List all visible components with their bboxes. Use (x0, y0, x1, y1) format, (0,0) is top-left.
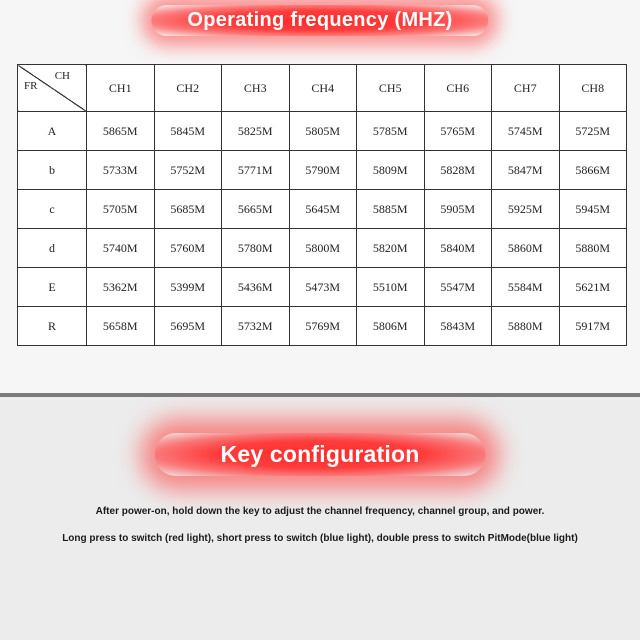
band-label: d (18, 229, 87, 268)
band-label: R (18, 307, 87, 346)
corner-cell (18, 65, 87, 112)
key-config-title: Key configuration (155, 433, 486, 476)
frequency-cell: 5584M (492, 268, 560, 307)
frequency-cell: 5820M (357, 229, 425, 268)
frequency-cell: 5865M (87, 112, 155, 151)
frequency-cell: 5436M (222, 268, 290, 307)
table-row (18, 229, 627, 268)
instruction-line-1: After power-on, hold down the key to adjust the channel frequency, channel group, and power. (95, 506, 545, 517)
frequency-cell: 5790M (289, 151, 357, 190)
frequency-title: Operating frequency (MHZ) (151, 5, 488, 36)
frequency-cell: 5828M (424, 151, 492, 190)
frequency-cell: 5745M (492, 112, 560, 151)
channel-header-8: CH8 (559, 65, 627, 112)
frequency-cell: 5765M (424, 112, 492, 151)
frequency-cell: 5725M (559, 112, 627, 151)
frequency-cell: 5752M (154, 151, 222, 190)
frequency-cell: 5685M (154, 190, 222, 229)
frequency-cell: 5860M (492, 229, 560, 268)
frequency-cell: 5806M (357, 307, 425, 346)
frequency-cell: 5769M (289, 307, 357, 346)
channel-header-7: CH7 (492, 65, 560, 112)
frequency-cell: 5805M (289, 112, 357, 151)
frequency-cell: 5645M (289, 190, 357, 229)
frequency-table (17, 64, 627, 346)
band-label: A (18, 112, 87, 151)
frequency-cell: 5473M (289, 268, 357, 307)
table-row (18, 307, 627, 346)
frequency-cell: 5658M (87, 307, 155, 346)
table-row (18, 190, 627, 229)
frequency-cell: 5847M (492, 151, 560, 190)
frequency-cell: 5771M (222, 151, 290, 190)
frequency-cell: 5885M (357, 190, 425, 229)
channel-header-6: CH6 (424, 65, 492, 112)
frequency-cell: 5925M (492, 190, 560, 229)
table-header-row (18, 65, 627, 112)
frequency-cell: 5800M (289, 229, 357, 268)
band-label: b (18, 151, 87, 190)
frequency-cell: 5547M (424, 268, 492, 307)
frequency-cell: 5809M (357, 151, 425, 190)
frequency-cell: 5510M (357, 268, 425, 307)
frequency-cell: 5733M (87, 151, 155, 190)
frequency-cell: 5760M (154, 229, 222, 268)
frequency-cell: 5917M (559, 307, 627, 346)
table-row (18, 112, 627, 151)
band-label: E (18, 268, 87, 307)
frequency-cell: 5905M (424, 190, 492, 229)
frequency-cell: 5362M (87, 268, 155, 307)
frequency-cell: 5399M (154, 268, 222, 307)
channel-header-5: CH5 (357, 65, 425, 112)
channel-header-4: CH4 (289, 65, 357, 112)
frequency-cell: 5840M (424, 229, 492, 268)
table-row (18, 151, 627, 190)
frequency-cell: 5945M (559, 190, 627, 229)
frequency-cell: 5621M (559, 268, 627, 307)
channel-header-2: CH2 (154, 65, 222, 112)
frequency-cell: 5843M (424, 307, 492, 346)
frequency-cell: 5705M (87, 190, 155, 229)
frequency-cell: 5732M (222, 307, 290, 346)
band-label: c (18, 190, 87, 229)
instruction-line-2: Long press to switch (red light), short press to switch (blue light), double press to switch PitMode(blue light) (62, 533, 578, 544)
frequency-cell: 5866M (559, 151, 627, 190)
corner-channel-label: CH (54, 70, 70, 82)
frequency-cell: 5780M (222, 229, 290, 268)
channel-header-1: CH1 (87, 65, 155, 112)
frequency-cell: 5665M (222, 190, 290, 229)
corner-band-label: FR (24, 80, 38, 92)
table-row (18, 268, 627, 307)
frequency-cell: 5845M (154, 112, 222, 151)
frequency-cell: 5880M (492, 307, 560, 346)
frequency-cell: 5785M (357, 112, 425, 151)
frequency-cell: 5695M (154, 307, 222, 346)
frequency-cell: 5880M (559, 229, 627, 268)
frequency-cell: 5825M (222, 112, 290, 151)
frequency-cell: 5740M (87, 229, 155, 268)
channel-header-3: CH3 (222, 65, 290, 112)
